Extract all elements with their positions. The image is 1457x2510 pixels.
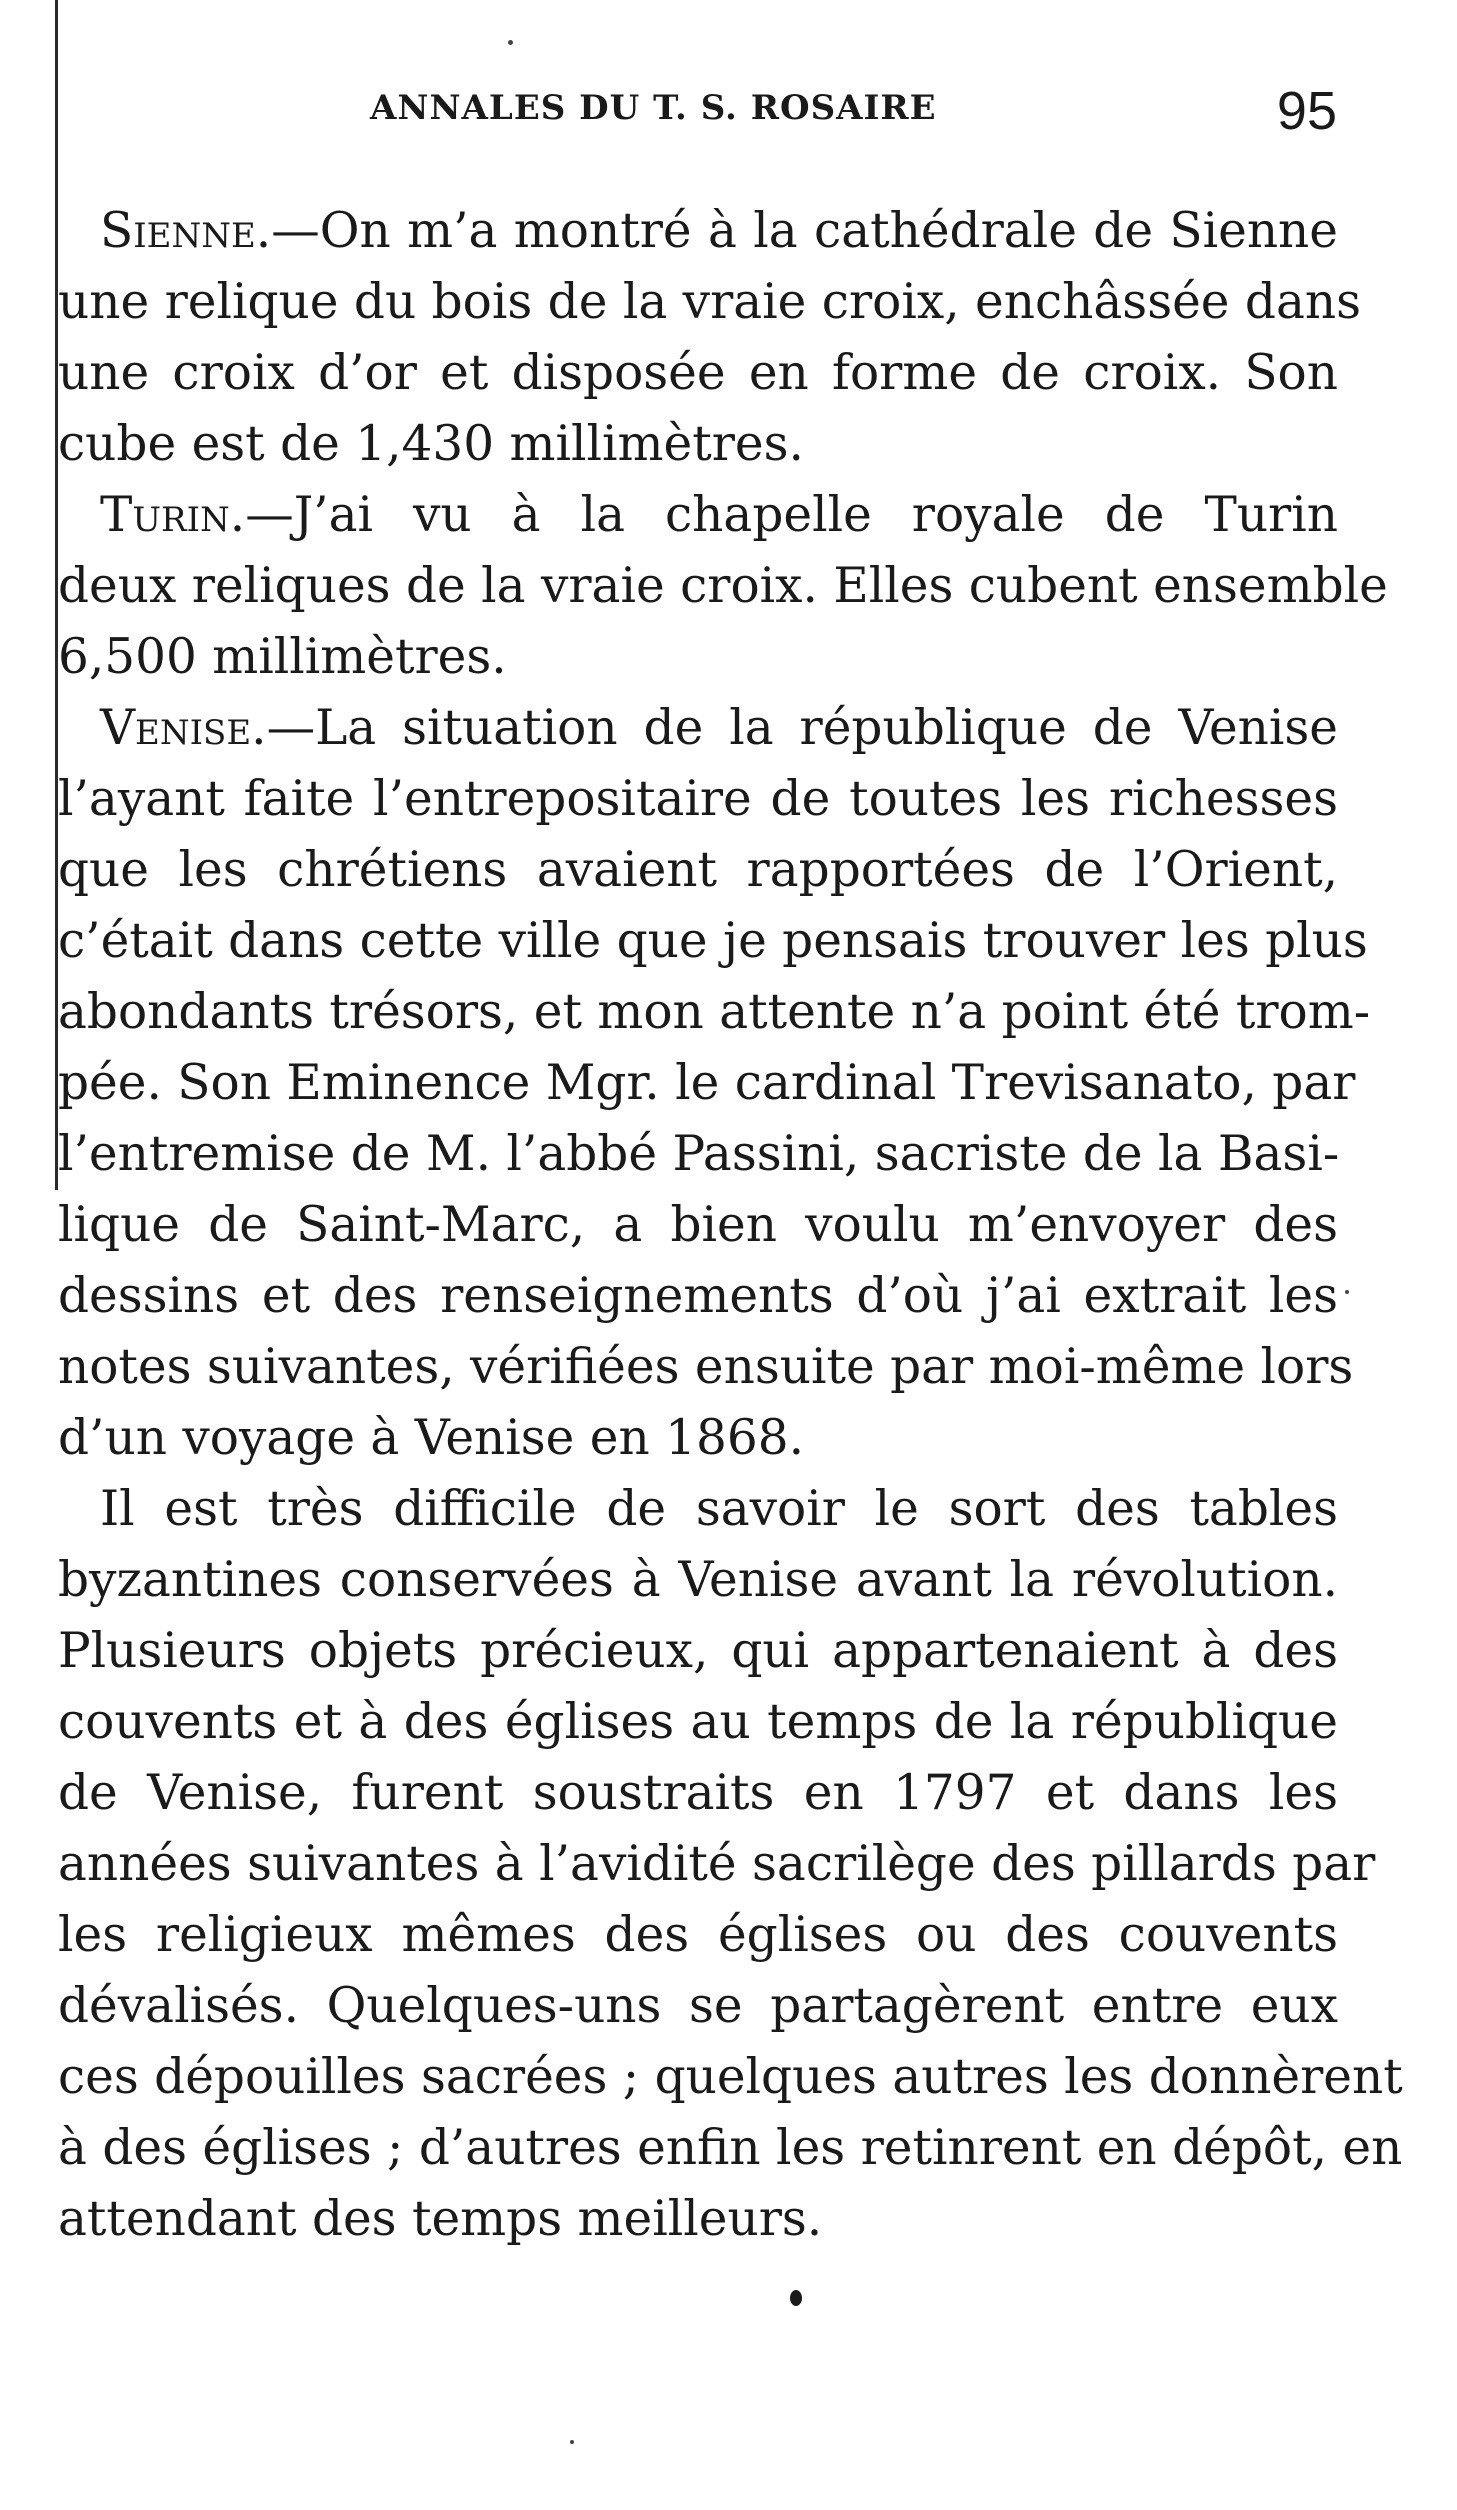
text-line: attendant des temps meilleurs. — [58, 2191, 823, 2247]
paragraph-venise — [58, 693, 1371, 1474]
text-line: l’entremise de M. l’abbé Passini, sacriste de la Basi- — [58, 1126, 1340, 1182]
page-number: 95 — [1276, 81, 1337, 141]
text-line: deux reliques de la vraie croix. Elles cubent ensemble — [58, 558, 1388, 614]
text-line: couvents et à des églises au temps de la république — [58, 1694, 1338, 1750]
ink-speck — [570, 2440, 574, 2444]
text-line: cube est de 1,430 millimètres. — [58, 416, 804, 472]
text-line: l’ayant faite l’entrepositaire de toutes les richesses — [58, 771, 1338, 827]
text-line: dessins et des renseignements d’où j’ai extrait les — [58, 1268, 1338, 1324]
text-line: dévalisés. Quelques-uns se partagèrent entre eux — [58, 1978, 1338, 2034]
paragraph-sienne — [58, 196, 1361, 480]
text-line: 6,500 millimètres. — [58, 629, 507, 685]
paragraph-lead: Turin. — [100, 487, 246, 543]
paragraph-lead: Venise. — [100, 700, 267, 756]
ink-dot — [790, 2290, 802, 2306]
text-line: notes suivantes, vérifiées ensuite par moi-même lors — [58, 1339, 1354, 1395]
paragraph-turin — [58, 480, 1388, 693]
text-line: Sienne.—On m’a montré à la cathédrale de Sienne — [100, 203, 1338, 259]
text-line: une croix d’or et disposée en forme de croix. Son — [58, 345, 1338, 401]
paragraph-lead: Sienne. — [100, 203, 272, 259]
ink-speck — [1345, 1290, 1349, 1294]
text-line: de Venise, furent soustraits en 1797 et dans les — [58, 1765, 1338, 1821]
text-line: Plusieurs objets précieux, qui appartenaient à des — [58, 1623, 1338, 1679]
text-line: une relique du bois de la vraie croix, enchâssée dans — [58, 274, 1361, 330]
paragraph-tables-byzantines — [58, 1474, 1403, 2255]
text-line: que les chrétiens avaient rapportées de l’Orient, — [58, 842, 1338, 898]
text-line: pée. Son Eminence Mgr. le cardinal Trevisanato, par — [58, 1055, 1356, 1111]
text-line: ces dépouilles sacrées ; quelques autres les donnèrent — [58, 2049, 1403, 2105]
text-line: abondants trésors, et mon attente n’a point été trom- — [58, 984, 1371, 1040]
text-line: les religieux mêmes des églises ou des couvents — [58, 1907, 1338, 1963]
text-line: Turin.—J’ai vu à la chapelle royale de Turin — [100, 487, 1338, 543]
text-line: Venise.—La situation de la république de Venise — [100, 700, 1338, 756]
running-title: ANNALES DU T. S. ROSAIRE — [370, 88, 937, 128]
text-line: c’était dans cette ville que je pensais trouver les plus — [58, 913, 1368, 969]
text-line: d’un voyage à Venise en 1868. — [58, 1410, 804, 1466]
text-line: byzantines conservées à Venise avant la révolution. — [58, 1552, 1338, 1608]
text-line: années suivantes à l’avidité sacrilège des pillards par — [58, 1836, 1376, 1892]
text-line: lique de Saint-Marc, a bien voulu m’envoyer des — [58, 1197, 1338, 1253]
text-line: à des églises ; d’autres enfin les retinrent en dépôt, en — [58, 2120, 1403, 2176]
ink-speck — [508, 40, 513, 45]
text-line: Il est très difficile de savoir le sort des tables — [100, 1481, 1338, 1537]
body-text — [58, 196, 1403, 2255]
